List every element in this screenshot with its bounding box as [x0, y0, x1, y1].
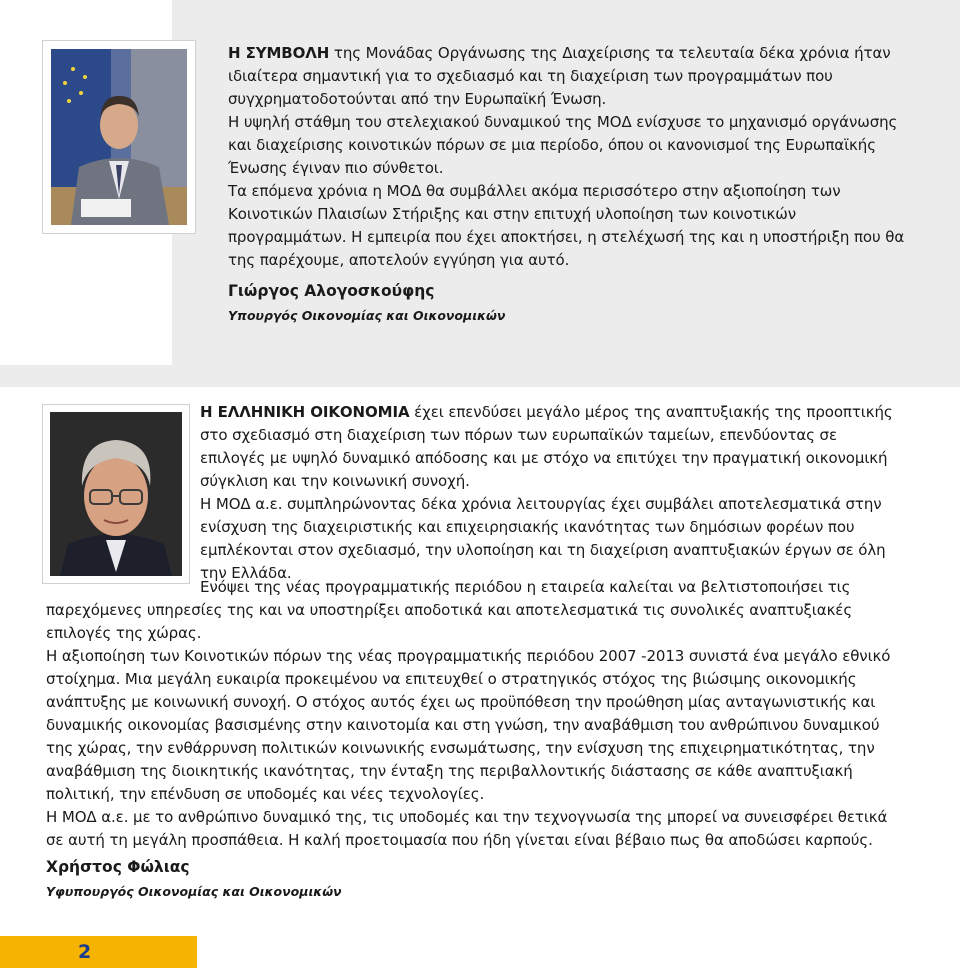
section2-paragraph-5: Η ΜΟΔ α.ε. με το ανθρώπινο δυναμικό της, τις υποδομές και την τεχνογνωσία της μπορεί να συνεισφέρει θετικά σε αυτή τη μεγάλη προσπάθεια. Η καλή προετοιμασία που ήδη γίνεται είναι βέβαιο πως θα αποδώσει καρπούς. — [46, 808, 888, 849]
section1-paragraph-3: Τα επόμενα χρόνια η ΜΟΔ θα συμβάλλει ακόμα περισσότερο στην αξιοποίηση των Κοινοτικών Πλαισίων Στήριξης και στην επιτυχή υλοποίηση των κοινοτικών προγραμμάτων. Η εμπειρία που έχει αποκτήσει, η στελέχωσή της και η υποστήριξη που θα της παρέχουμε, αποτελούν εγγύηση για αυτό. — [228, 182, 905, 269]
divider-band — [0, 365, 960, 387]
section2-paragraph-4: Η αξιοποίηση των Κοινοτικών πόρων της νέας προγραμματικής περιόδου 2007 -2013 συνιστά ένα μεγάλο εθνικό στοίχημα. Μια μεγάλη ευκαιρία προκειμένου να επιτευχθεί ο στρατηγικός στόχος της βιώσιμης οικονομικής ανάπτυξης με κοινωνική συνοχή. Ο στόχος αυτός έχει ως προϋπόθεση την προώθηση μίας ανταγωνιστικής και δυναμικής οικονομίας βασισμένης στην καινοτομία και στη γνώση, την αναβάθμιση του ανθρώπινου δυναμικού της χώρας, την ενθάρρυνση πολιτικών κοινωνικής ενσωμάτωσης, την ενίσχυση της επιχειρηματικότητας, την αναβάθμιση της διοικητικής ικανότητας, την ένταξη της περιβαλλοντικής διάστασης σε κάθε αναπτυξιακή πολιτική, την επένδυση σε υποδομές και νέες τεχνολογίες. — [46, 647, 891, 803]
section2-lead: Η ΕΛΛΗΝΙΚΗ ΟΙΚΟΝΟΜΙΑ — [200, 403, 410, 421]
section2-paragraph-3: Ενόψει της νέας προγραμματικής περιόδου η εταιρεία καλείται να βελτιστοποιήσει τις παρεχόμενες υπηρεσίες της και να υποστηρίξει αποδοτικά και αποτελεσματικά τις συνολικές αναπτυξιακές επιλογές της χώρας. — [46, 578, 853, 642]
signature-name-1: Γιώργος Αλογοσκούφης — [228, 282, 435, 300]
section2-text-full — [46, 576, 902, 852]
section1-paragraph-2: Η υψηλή στάθμη του στελεχιακού δυναμικού της ΜΟΔ ενίσχυσε το μηχανισμό οργάνωσης και διαχείρισης κοινοτικών πόρων σε μια περίοδο, όπου οι κανονισμοί της Ευρωπαϊκής Ένωσης έγιναν πιο σύνθετοι. — [228, 113, 898, 177]
page-number: 2 — [78, 941, 92, 963]
signature-name-2: Χρήστος Φώλιας — [46, 858, 190, 876]
portrait-photo-minister — [42, 40, 196, 234]
section1-lead: Η ΣΥΜΒΟΛΗ — [228, 44, 330, 62]
page-number-tab — [0, 936, 197, 968]
section1-text — [228, 42, 910, 272]
portrait-photo-deputy-minister — [42, 404, 190, 584]
section2-paragraph-2: Η ΜΟΔ α.ε. συμπληρώνοντας δέκα χρόνια λειτουργίας έχει συμβάλει αποτελεσματικά στην ενίσχυση της διαχειριστικής και επιχειρησιακής ικανότητας των δημόσιων φορέων που εμπλέκονται στον σχεδιασμό, την υλοποίηση και τη διαχείριση αναπτυξιακών έργων σε όλη την Ελλάδα. — [200, 495, 886, 582]
section2-paragraph-1: Η ΕΛΛΗΝΙΚΗ ΟΙΚΟΝΟΜΙΑ έχει επενδύσει μεγάλο μέρος της αναπτυξιακής της προοπτικής στο σχεδιασμό στη διαχείριση των πόρων των ευρωπαϊκών ταμείων, επενδύοντας σε επιλογές με υψηλό δυναμικό απόδοσης και με στόχο να επιτύχει την πραγματική οικονομική σύγκλιση και την κοινωνική συνοχή. — [200, 403, 893, 490]
signature-title-2: Υφυπουργός Οικονομίας και Οικονομικών — [46, 884, 342, 899]
section1-paragraph-1: Η ΣΥΜΒΟΛΗ της Μονάδας Οργάνωσης της Διαχείρισης τα τελευταία δέκα χρόνια ήταν ιδιαίτερα σημαντική για το σχεδιασμό και τη διαχείριση των προγραμμάτων που συγχρηματοδοτούνται από την Ευρωπαϊκή Ένωση. — [228, 44, 891, 108]
section2-text-indented — [200, 401, 902, 585]
signature-title-1: Υπουργός Οικονομίας και Οικονομικών — [228, 308, 506, 323]
portrait-deputy-minister-image — [50, 412, 182, 576]
portrait-minister-image — [51, 49, 187, 225]
